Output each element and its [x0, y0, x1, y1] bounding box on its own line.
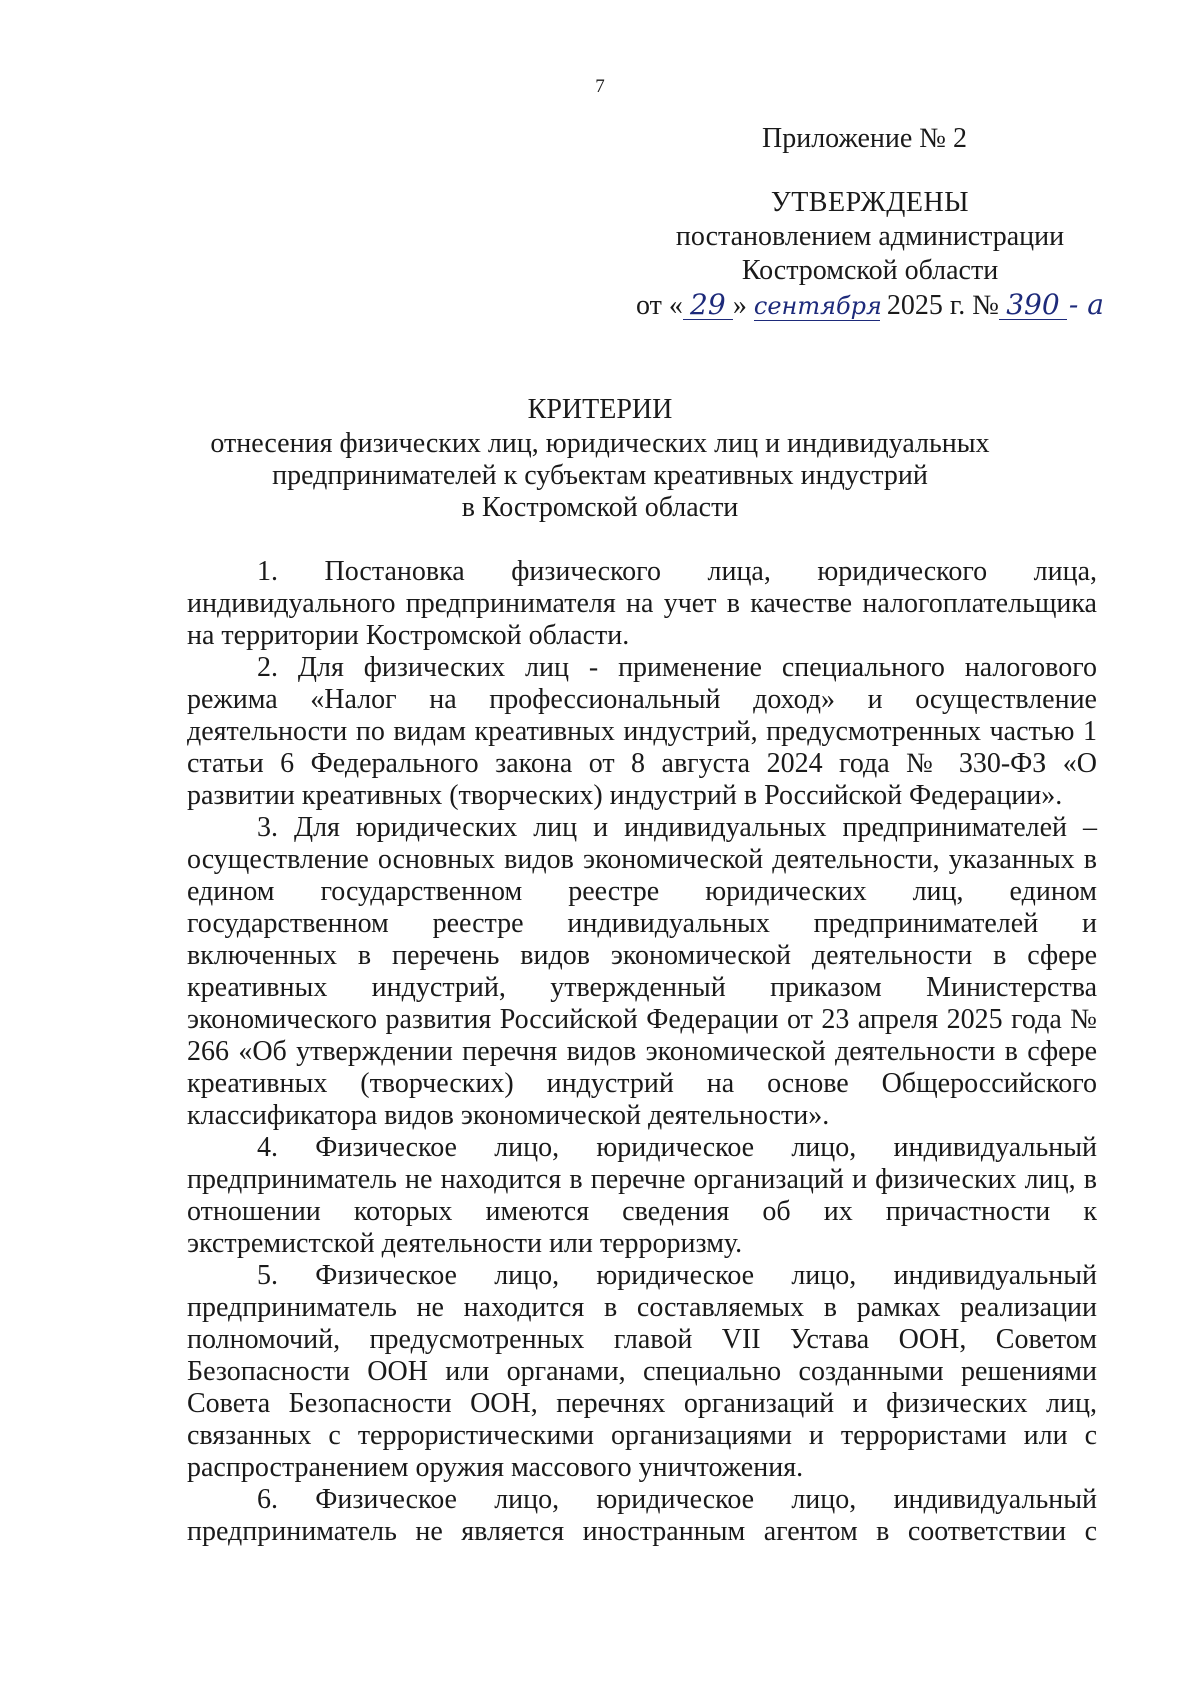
date-prefix: от « — [636, 290, 683, 321]
date-year: 2025 г. № — [879, 290, 999, 321]
title-line-2: предпринимателей к субъектам креативных индустрий — [272, 460, 928, 491]
approved-by-line-2: Костромской области — [741, 255, 999, 286]
handwritten-day: 29 — [683, 291, 733, 320]
title-heading: КРИТЕРИИ — [527, 394, 673, 425]
criterion-4: 4. Физическое лицо, юридическое лицо, индивидуальный предприниматель не находится в перечне организаций и физических лиц, в отношении которых имеются сведения об их причастности к экстремистской деятельности или терроризму. — [187, 1132, 1097, 1259]
criteria-list — [187, 556, 1097, 1580]
approval-block — [620, 122, 1120, 323]
approval-date-line — [620, 288, 1120, 323]
criterion-6: 6. Физическое лицо, юридическое лицо, индивидуальный предприниматель не является иностранным агентом в соответствии с — [187, 1484, 1097, 1547]
document-title — [0, 394, 1200, 524]
criterion-1: 1. Постановка физического лица, юридического лица, индивидуального предпринимателя на учет в качестве налогоплательщика на территории Костромской области. — [187, 556, 1097, 651]
criterion-5: 5. Физическое лицо, юридическое лицо, индивидуальный предприниматель не находится в составляемых в рамках реализации полномочий, предусмотренных главой VII Устава ООН, Советом Безопасности ООН или органами, специально созданными решениями Совета Безопасности ООН, перечнях организаций и физических лиц, связанных с террористическими организациями и террористами или с распространением оружия массового уничтожения. — [187, 1260, 1097, 1483]
criterion-3: 3. Для юридических лиц и индивидуальных предпринимателей – осуществление основных видов экономической деятельности, указанных в едином государственном реестре юридических лиц, едином государственном реестре индивидуальных предпринимателей и включенных в перечень видов экономической деятельности в сфере креативных индустрий, утвержденный приказом Министерства экономического развития Российской Федерации от 23 апреля 2025 года № 266 «Об утверждении перечня видов экономической деятельности в сфере креативных (творческих) индустрий на основе Общероссийского классификатора видов экономической деятельности». — [187, 812, 1097, 1131]
approved-heading: УТВЕРЖДЕНЫ — [770, 187, 970, 218]
title-line-1: отнесения физических лиц, юридических лиц и индивидуальных — [210, 428, 990, 459]
appendix-label: Приложение № 2 — [762, 123, 967, 154]
criterion-2: 2. Для физических лиц - применение специального налогового режима «Налог на профессиональный доход» и осуществление деятельности по видам креативных индустрий, предусмотренных частью 1 статьи 6 Федерального закона от 8 августа 2024 года № 330-ФЗ «О развитии креативных (творческих) индустрий в Российской Федерации». — [187, 652, 1097, 811]
title-line-3: в Костромской области — [461, 492, 739, 523]
handwritten-month: сентября — [753, 292, 882, 320]
approved-by-line-1: постановлением администрации — [675, 221, 1065, 252]
handwritten-number-suffix: - а — [1068, 288, 1104, 321]
page-number: 7 — [595, 76, 605, 97]
handwritten-number: 390 — [999, 291, 1067, 320]
date-mid: » — [732, 290, 754, 321]
